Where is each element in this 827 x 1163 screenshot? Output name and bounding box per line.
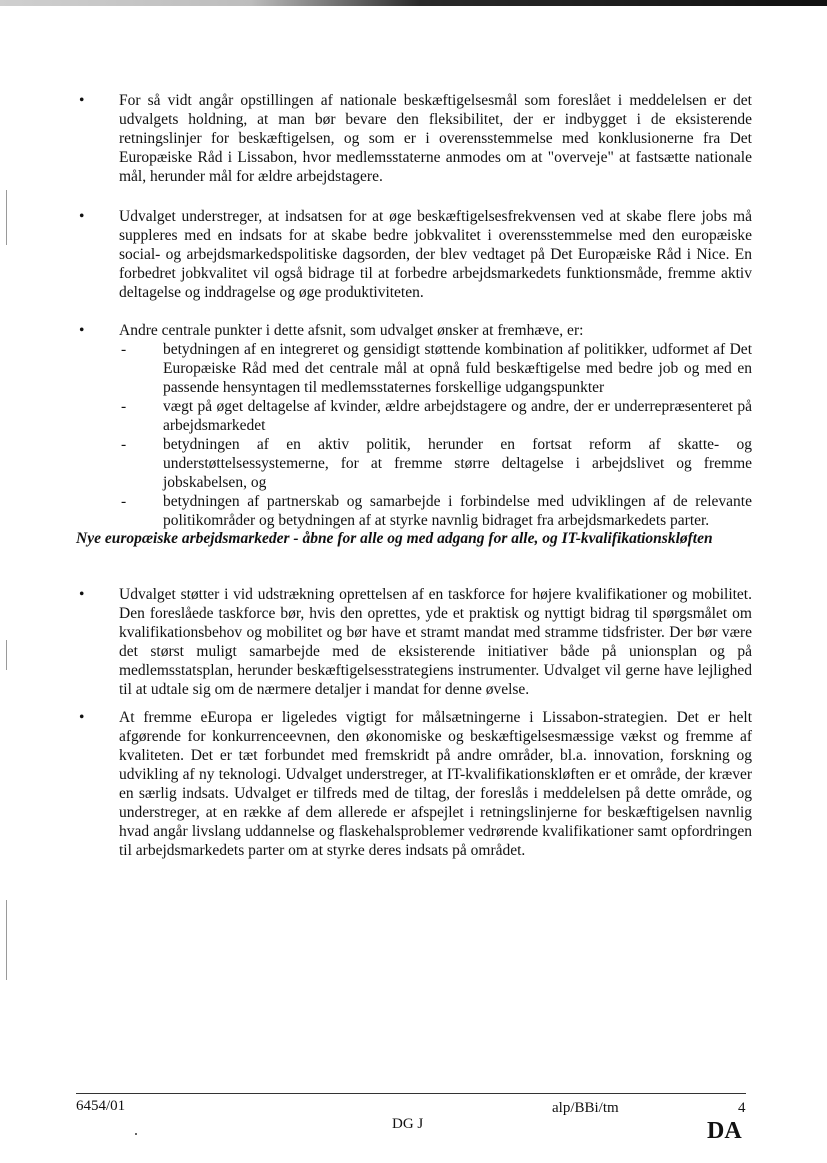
document-number: 6454/01 (76, 1098, 126, 1114)
bullet-marker: • (79, 92, 85, 109)
department-code: DG J (392, 1116, 424, 1132)
language-code: DA (707, 1118, 742, 1144)
bullet-marker: • (79, 322, 85, 339)
bullet-text: Udvalget støtter i vid udstrækning oprettelsen af en taskforce for højere kvalifikationer og mobilitet. Den foreslåede taskforce bør, hvis den oprettes, yde et praktisk og nyttigt bidrag til spørgsmålet om kvalifikationsbehov og mobilitet og bør have et stramt mandat med stramme tidsfrister. Der bør være det størst muligt samarbejde med de eksisterende initiativer både på unionsplan og på medlemsstatsplan, herunder beskæftigelsesstrategiens instrumenter. Udvalget vil gerne have lejlighed til at udtale sig om de nærmere detaljer i mandat for denne øvelse. (119, 586, 752, 698)
sub-item-text: betydningen af partnerskab og samarbejde i forbindelse med udviklingen af de relevante politikområder og betydningen af at styrke navnlig bidraget fra arbejdsmarkedets parter. (163, 493, 752, 529)
sub-list-item (119, 340, 752, 397)
bullet-item (76, 321, 752, 530)
bullet-text: At fremme eEuropa er ligeledes vigtigt for målsætningerne i Lissabon-strategien. Det er helt afgørende for konkurrenceevnen, den økonomiske og beskæftigelsesmæssige vækst og fremme af kvaliteten. Det er tæt forbundet med fremskridt på andre områder, bl.a. innovation, forskning og udvikling af ny teknologi. Udvalget understreger, at IT-kvalifikationskløften er et område, der kræver en særlig indsats. Udvalget er tilfreds med de tiltag, der foreslås i meddelelsen på dette område, og understreger, at en række af dem allerede er afspejlet i retningslinjerne for beskæftigelsen navnlig hvad angår livslang uddannelse og flaskehalsproblemer vedrørende kvalifikationer samt opfordringen til arbejdsmarkedets parter om at styrke deres indsats på området. (119, 709, 752, 859)
bullet-marker: • (79, 208, 85, 225)
sub-item-text: betydningen af en integreret og gensidigt støttende kombination af politikker, udformet af Det Europæiske Råd med det centrale mål at opnå fuld beskæftigelse med bedre job og med en passende hensyntagen til medlemsstaternes forskellige udgangspunkter (163, 341, 752, 396)
bullet-content (119, 321, 752, 530)
scan-speck (135, 1133, 137, 1135)
sub-list-item (119, 492, 752, 530)
scan-margin-mark (6, 190, 7, 245)
dash-marker: - (121, 398, 127, 415)
sub-item-text: betydningen af en aktiv politik, herunder en fortsat reform af skatte- og understøttelsessystemerne, for at fremme større deltagelse i arbejdslivet og fremme jobskabelsen, og (163, 436, 752, 491)
dash-marker: - (121, 493, 127, 510)
bullet-item (76, 585, 752, 699)
scan-top-border (0, 0, 827, 6)
sub-list-item (119, 435, 752, 492)
bullet-marker: • (79, 586, 85, 603)
reference-code: alp/BBi/tm (552, 1100, 619, 1116)
footer-divider (76, 1093, 746, 1094)
sub-list (119, 340, 752, 530)
sub-item-text: vægt på øget deltagelse af kvinder, ældre arbejdstagere og andre, der er underrepræsenteret på arbejdsmarkedet (163, 398, 752, 434)
bullet-text: Udvalget understreger, at indsatsen for at øge beskæftigelsesfrekvensen ved at skabe flere jobs må suppleres med en indsats for at skabe bedre jobkvalitet i overensstemmelse med den europæiske social- og arbejdsmarkedspolitiske dagsorden, der blev vedtaget på Det Europæiske Råd i Nice. En forbedret jobkvalitet vil også bidrage til at forbedre arbejdsmarkedets funktionsmåde, fremme aktiv deltagelse og inddragelse og øge produktiviteten. (119, 208, 752, 301)
bullet-text: For så vidt angår opstillingen af nationale beskæftigelsesmål som foreslået i meddelelsen er det udvalgets holdning, at man bør bevare den fleksibilitet, der er indbygget i de eksisterende retningslinjer for beskæftigelsen, og som er i overensstemmelse med konklusionerne fra Det Europæiske Råd i Lissabon, hvor medlemsstaterne anmodes om at "overveje" at fastsætte nationale mål, herunder mål for ældre arbejdstagere. (119, 92, 752, 185)
page-number: 4 (738, 1100, 746, 1116)
section-heading: Nye europæiske arbejdsmarkeder - åbne for alle og med adgang for alle, og IT-kvalifikationskløften (76, 530, 713, 547)
bullet-marker: • (79, 709, 85, 726)
bullet-text: Andre centrale punkter i dette afsnit, som udvalget ønsker at fremhæve, er: (119, 322, 584, 339)
dash-marker: - (121, 341, 127, 358)
sub-list-item (119, 397, 752, 435)
scan-margin-mark (6, 640, 7, 670)
bullet-item (76, 708, 752, 860)
scan-margin-mark (6, 900, 7, 980)
dash-marker: - (121, 436, 127, 453)
bullet-item (76, 207, 752, 302)
bullet-item (76, 91, 752, 186)
